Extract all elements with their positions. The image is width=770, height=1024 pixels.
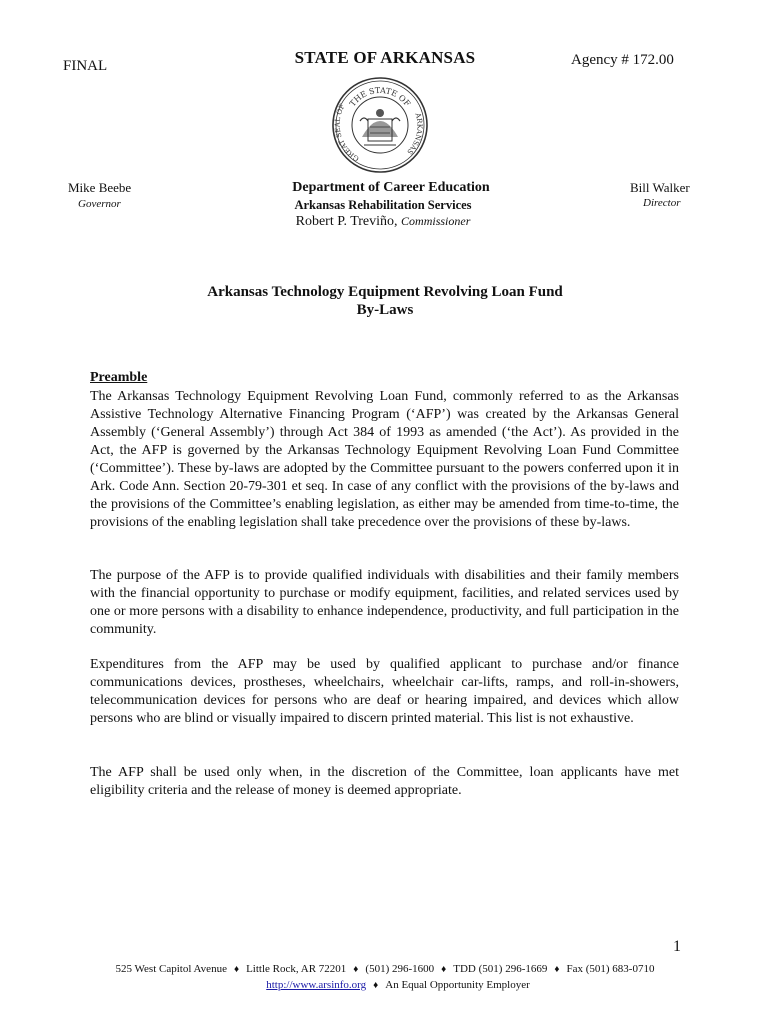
footer-phone: (501) 296-1600 — [365, 963, 435, 975]
svg-text:THE STATE OF: THE STATE OF — [347, 85, 413, 109]
diamond-separator-icon: ♦ — [554, 964, 560, 975]
footer-fax: Fax (501) 683-0710 — [566, 963, 655, 975]
website-link[interactable]: http://www.arsinfo.org — [266, 979, 367, 991]
department-name: Department of Career Education — [292, 180, 490, 195]
diamond-separator-icon: ♦ — [233, 964, 240, 975]
footer-tdd: TDD (501) 296-1669 — [453, 963, 548, 975]
agency-number: Agency # 172.00 — [571, 52, 674, 68]
diamond-separator-icon: ♦ — [353, 964, 359, 975]
paragraph: The AFP shall be used only when, in the discretion of the Committee, loan applicants have met eligibility criteria and the release of money is deemed appropriate. — [90, 765, 679, 798]
svg-text:ARKANSAS: ARKANSAS — [405, 111, 424, 156]
commissioner-title: Commissioner — [401, 214, 471, 228]
document-title — [0, 283, 770, 319]
footer-web-line — [0, 979, 770, 991]
diamond-separator-icon: ♦ — [373, 980, 379, 991]
director-title: Director — [643, 197, 681, 209]
document-title-line2: By-Laws — [356, 302, 414, 318]
footer-address: 525 West Capitol Avenue — [115, 963, 227, 975]
footer-eoe: An Equal Opportunity Employer — [385, 979, 530, 991]
commissioner-line — [0, 214, 766, 230]
document-title-line1: Arkansas Technology Equipment Revolving Loan Fund — [207, 284, 563, 300]
page-number: 1 — [673, 938, 681, 955]
commissioner-name: Robert P. Treviño, — [295, 214, 398, 229]
state-seal-icon — [330, 75, 430, 175]
svg-text:GREAT SEAL OF: GREAT SEAL OF — [333, 102, 361, 163]
governor-title: Governor — [78, 198, 121, 210]
status-label: FINAL — [63, 58, 108, 74]
director-name: Bill Walker — [630, 180, 690, 195]
diamond-separator-icon: ♦ — [441, 964, 447, 975]
governor-name: Mike Beebe — [68, 180, 132, 195]
footer-city: Little Rock, AR 72201 — [246, 963, 347, 975]
section-heading: Preamble — [90, 370, 148, 385]
paragraph: The purpose of the AFP is to provide qualified individuals with disabilities and their family members with the financial opportunity to purchase or modify equipment, facilities, and related services used by one or more persons with a disability to enhance independence, productivity, and full participation in the community. — [90, 568, 679, 637]
footer-contact-line — [0, 963, 770, 975]
state-heading: STATE OF ARKANSAS — [294, 48, 476, 67]
paragraph: The Arkansas Technology Equipment Revolving Loan Fund, commonly referred to as the Arkansas Assistive Technology Alternative Financing Program (‘AFP’) was created by the Arkansas General Assembly (‘General Assembly’) through Act 384 of 1993 as amended (‘the Act’). As provided in the Act, the AFP is governed by the Arkansas Technology Equipment Revolving Loan Fund Committee (‘Committee’). These by-laws are adopted by the Committee pursuant to the powers conferred upon it in Ark. Code Ann. Section 20-79-301 et seq. In case of any conflict with the provisions of the by-laws and the provisions of the Committee’s enabling legislation, as either may be amended from time-to-time, the provisions of the enabling legislation shall take precedence over the provisions of these by-laws. — [90, 389, 679, 530]
division-name: Arkansas Rehabilitation Services — [294, 198, 472, 212]
paragraph: Expenditures from the AFP may be used by qualified applicant to purchase and/or finance communications devices, prostheses, wheelchairs, wheelchair car-lifts, ramps, and roll-in-showers, telecommunication devices for persons who are deaf or hearing impaired, and devices which allow persons who are blind or visually impaired to discern printed material. This list is not exhaustive. — [90, 657, 679, 726]
